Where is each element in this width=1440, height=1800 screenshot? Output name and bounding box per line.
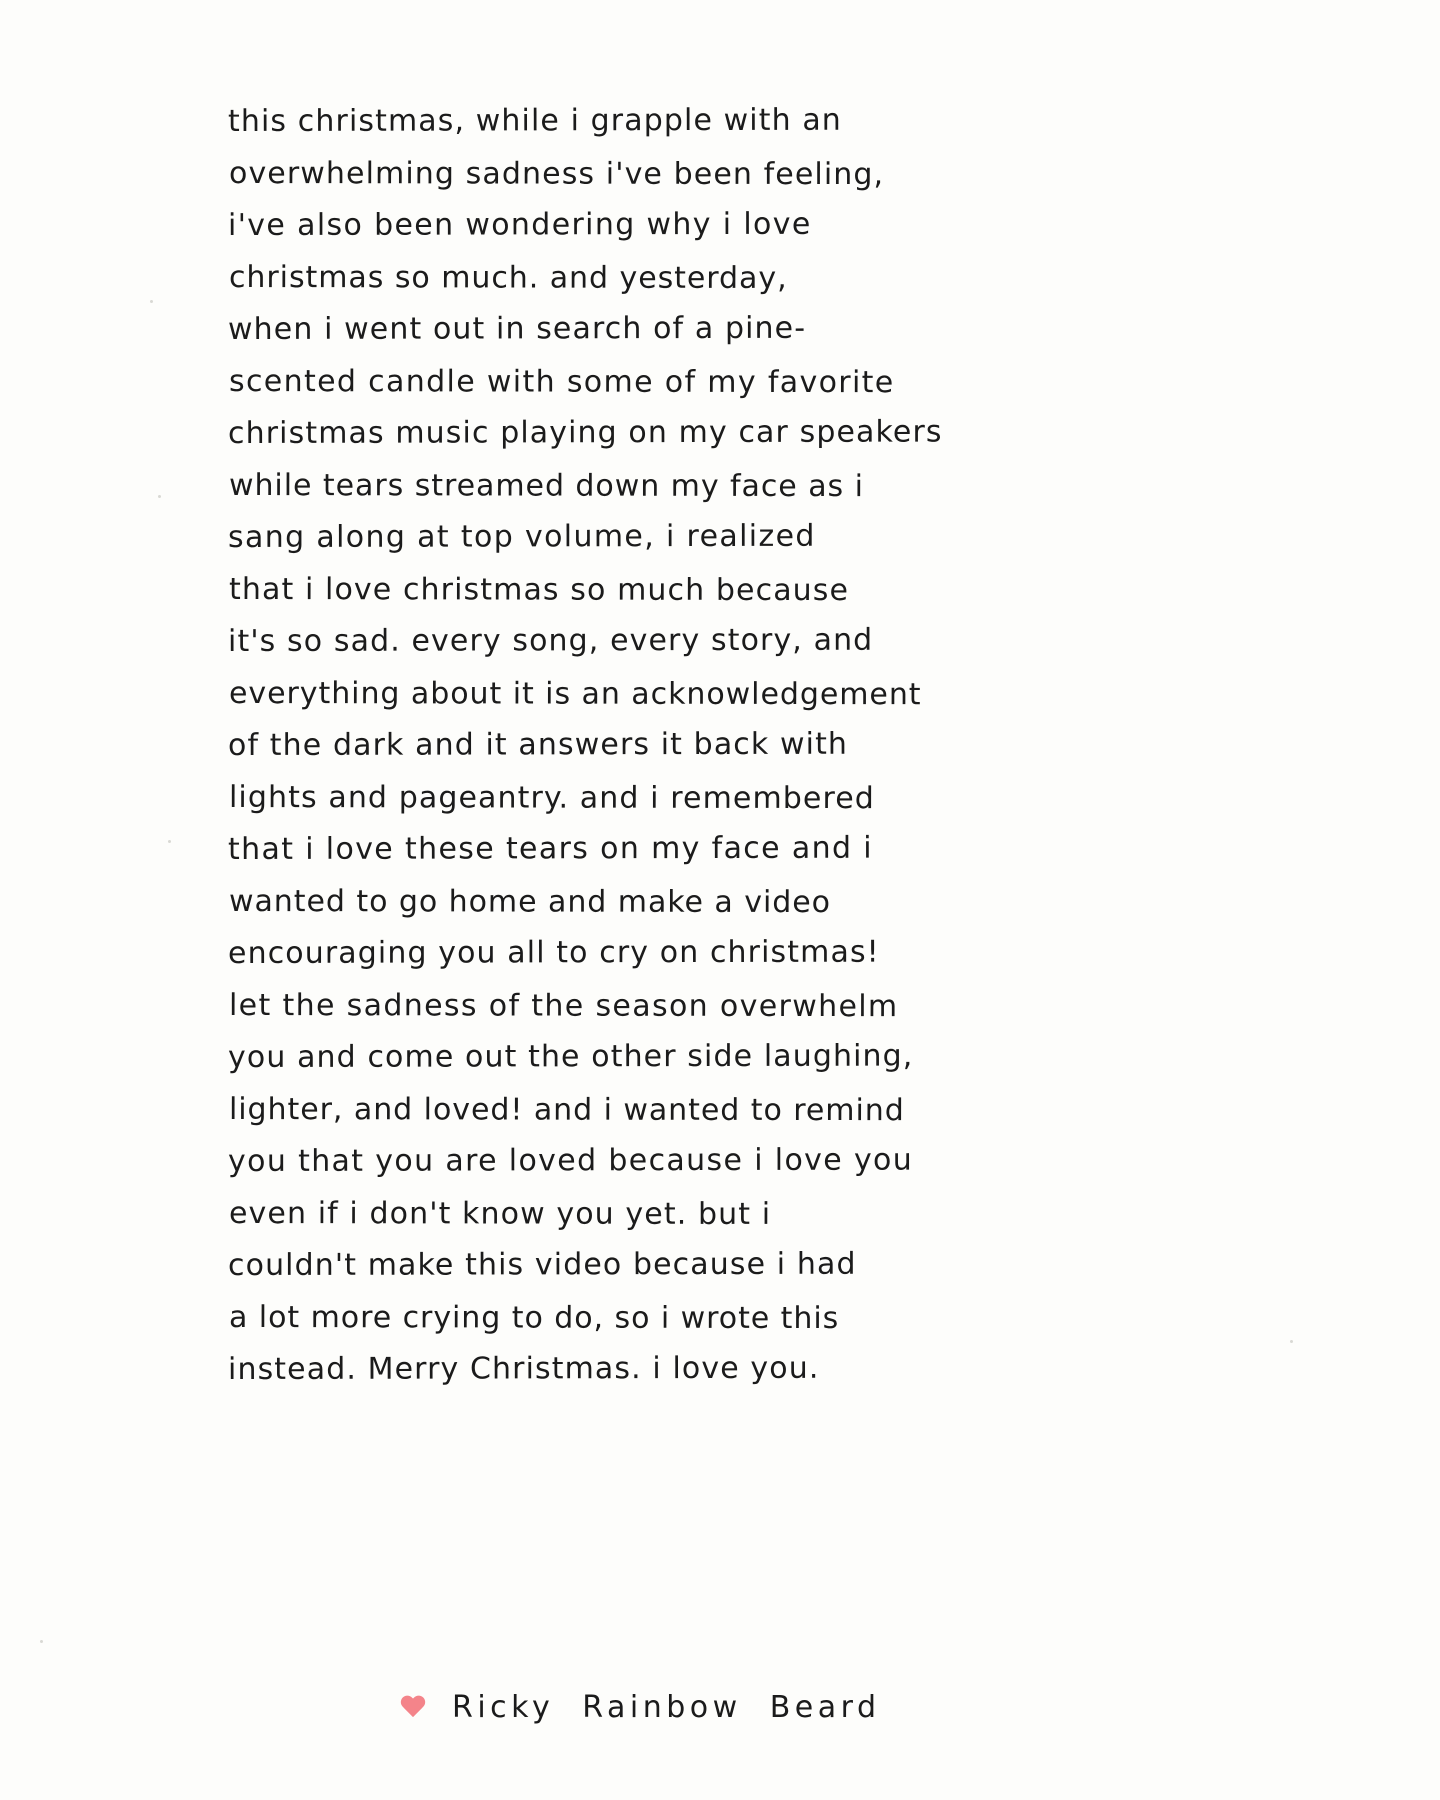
letter-line: this christmas, while i grapple with an [227, 102, 842, 139]
letter-line: it's so sad. every song, every story, and [227, 622, 874, 659]
letter-line: instead. Merry Christmas. i love you. [227, 1350, 820, 1387]
signature [400, 1690, 881, 1725]
letter-line: encouraging you all to cry on christmas! [227, 934, 880, 971]
paper-speck [150, 300, 153, 303]
letter-line: lighter, and loved! and i wanted to remind [228, 1092, 905, 1129]
letter-line: couldn't make this video because i had [227, 1246, 857, 1283]
letter-line: i've also been wondering why i love [227, 206, 812, 243]
paper-speck [168, 840, 171, 843]
letter-body [228, 96, 1228, 1396]
letter-line: that i love these tears on my face and i [227, 830, 873, 867]
letter-line: christmas so much. and yesterday, [228, 260, 788, 296]
letter-line: when i went out in search of a pine- [227, 310, 807, 347]
letter-line: even if i don't know you yet. but i [228, 1196, 772, 1232]
letter-line: sang along at top volume, i realized [227, 518, 816, 555]
letter-line: let the sadness of the season overwhelm [228, 988, 899, 1025]
letter-line: while tears streamed down my face as i [228, 468, 864, 505]
letter-line: lights and pageantry. and i remembered [228, 780, 875, 817]
paper-speck [1290, 1340, 1293, 1343]
letter-line: christmas music playing on my car speakers [227, 414, 943, 451]
letter-line: you that you are loved because i love you [227, 1142, 914, 1179]
letter-line: everything about it is an acknowledgement [228, 676, 922, 713]
signature-name: Ricky Rainbow Beard [452, 1690, 881, 1725]
letter-line: you and come out the other side laughing, [227, 1038, 914, 1075]
letter-line: scented candle with some of my favorite [228, 364, 895, 401]
heart-icon [400, 1696, 426, 1720]
letter-line: of the dark and it answers it back with [227, 726, 849, 763]
letter-line: overwhelming sadness i've been feeling, [228, 156, 885, 193]
letter-line: wanted to go home and make a video [228, 884, 831, 921]
paper-speck [40, 1640, 43, 1643]
paper-speck [158, 495, 161, 498]
letter-line: a lot more crying to do, so i wrote this [228, 1300, 840, 1337]
letter-line: that i love christmas so much because [228, 572, 850, 609]
